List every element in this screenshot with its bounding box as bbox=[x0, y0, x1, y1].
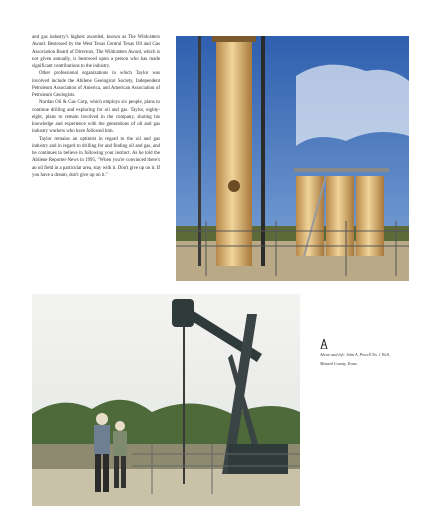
photo-caption bbox=[320, 339, 410, 369]
photo-storage-tanks bbox=[176, 36, 409, 281]
body-text-column bbox=[32, 34, 160, 179]
paragraph-organizations: Other professional organizations in which Taylor was involved include the Abilene Geological Society, Independent Petroleum Association of America, and American Association of Petroleum Geologists. bbox=[32, 71, 160, 98]
oil-derrick-icon bbox=[320, 339, 328, 349]
paragraph-wildcatters-award: and gas industry's highest awarded, known as The Wildcatters Award. Bestowed by the West Texas Central Texas Oil and Gas Association Board of Directors, The Wildcatters Award, which is not given annually, is bestowed upon a person who has made significant contributions to the industry. bbox=[32, 35, 160, 69]
paragraph-nordan-oil: Nordan Oil & Gas Corp, which employs six people, plans to continue drilling and exploring for oil and gas. Taylor, eighty-eight, plans to remain involved in the company, sharing his knowledge and experience with the generations of oil and gas industry workers who have followed him. bbox=[32, 100, 160, 135]
photo-pumpjack-well bbox=[32, 294, 300, 506]
storage-tanks-illustration bbox=[176, 36, 409, 281]
caption-line-2: Menard County, Texas. bbox=[320, 360, 358, 366]
pumpjack-illustration bbox=[32, 294, 300, 506]
caption-line-1: Above and left: John A. Powell No. 1 Well, bbox=[320, 352, 390, 357]
paragraph-optimist-quote: Taylor remains an optimist in regard to the oil and gas industry and in regard to drilling for and finding oil and gas, and he continues to believe in following your instinct. As he told the Abilene Reporter-News in 1995, "When you're convinced there's an oil field in a particular area, stay with it. Don't give up on it. If you have a dream, don't give up on it." bbox=[32, 136, 160, 178]
